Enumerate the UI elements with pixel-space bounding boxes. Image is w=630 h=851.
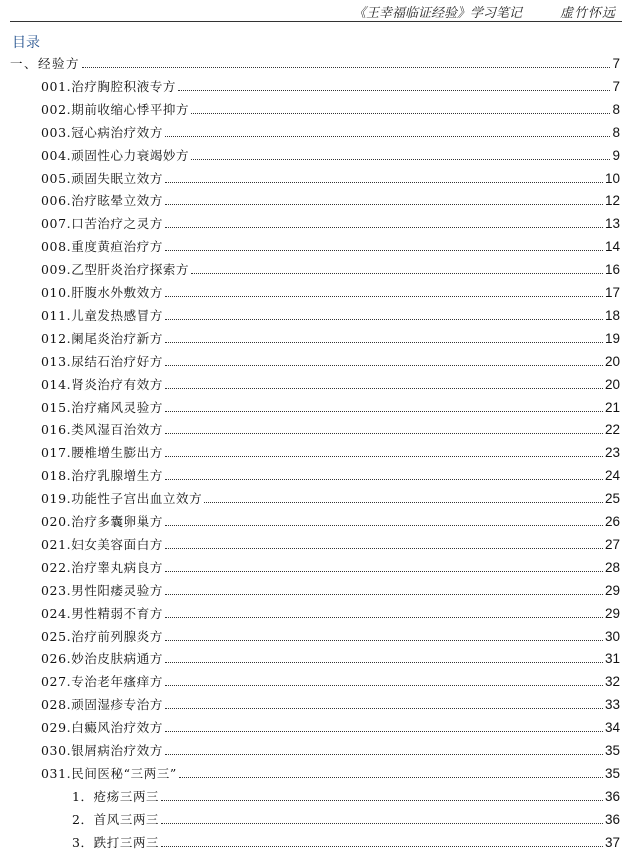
toc-entry-page-number: 24	[604, 468, 620, 484]
dot-leader	[165, 456, 603, 457]
toc-entry-label: 015.治疗痛风灵验方	[41, 399, 163, 415]
toc-entry[interactable]	[72, 785, 620, 805]
toc-entry[interactable]	[41, 670, 620, 690]
toc-entry-label: 030.银屑病治疗效方	[41, 743, 163, 758]
toc-entry-label: 008.重度黄疸治疗方	[41, 239, 163, 255]
dot-leader	[165, 640, 603, 641]
toc-entry[interactable]	[41, 464, 620, 484]
toc-entry[interactable]	[41, 579, 620, 599]
document-title: 《王幸福临证经验》学习笔记	[352, 6, 522, 21]
toc-entry[interactable]	[41, 350, 620, 370]
dot-leader	[165, 296, 603, 297]
dot-leader	[165, 433, 603, 434]
toc-entry[interactable]	[72, 808, 620, 828]
toc-entry[interactable]	[41, 189, 620, 209]
toc-entry-page-number: 22	[604, 422, 620, 438]
dot-leader	[204, 502, 603, 503]
toc-entry-label: 009.乙型肝炎治疗探索方	[41, 262, 190, 278]
toc-entry-page-number: 7	[612, 78, 620, 94]
toc-entry-label: 1．疮疡三两三	[72, 788, 160, 804]
toc-entry-label: 017.腰椎增生膨出方	[41, 445, 163, 461]
toc-entry-page-number: 26	[604, 514, 620, 529]
toc-entry-page-number: 21	[604, 399, 620, 415]
dot-leader	[165, 319, 603, 320]
toc-entry-page-number: 23	[604, 445, 620, 461]
toc-entry[interactable]	[41, 418, 620, 438]
dot-leader	[165, 662, 603, 663]
toc-entry-label: 020.治疗多囊卵巢方	[41, 514, 163, 529]
toc-entry-page-number: 36	[604, 811, 620, 827]
toc-entry-page-number: 17	[604, 285, 620, 300]
toc-entry-page-number: 9	[612, 147, 620, 163]
dot-leader	[165, 479, 603, 480]
dot-leader	[165, 342, 603, 343]
toc-entry-label: 003.冠心病治疗效方	[41, 124, 163, 140]
dot-leader	[165, 204, 603, 205]
toc-entry-page-number: 14	[604, 239, 620, 255]
toc-entry[interactable]	[41, 396, 620, 416]
toc-entry-page-number: 8	[612, 124, 620, 140]
dot-leader	[165, 754, 603, 755]
toc-entry-label: 029.白癜风治疗效方	[41, 720, 163, 736]
toc-entry-label: 025.治疗前列腺炎方	[41, 628, 163, 644]
toc-entry[interactable]	[41, 739, 620, 759]
toc-entry-page-number: 29	[604, 582, 620, 598]
toc-entry-page-number: 32	[604, 674, 620, 690]
toc-entry-label: 一、经验方	[10, 56, 81, 71]
toc-entry[interactable]	[72, 831, 620, 851]
toc-entry-label: 026.妙治皮肤病通方	[41, 651, 163, 667]
dot-leader	[165, 411, 603, 412]
toc-entry-label: 2．首风三两三	[72, 811, 160, 827]
dot-leader	[165, 708, 603, 709]
dot-leader	[165, 685, 603, 686]
dot-leader	[179, 777, 603, 778]
toc-entry-page-number: 30	[604, 628, 620, 644]
toc-entry-page-number: 18	[604, 307, 620, 323]
toc-entry-label: 022.治疗睾丸病良方	[41, 559, 163, 575]
toc-entry[interactable]	[41, 556, 620, 576]
dot-leader	[161, 800, 603, 801]
author-name: 虚竹怀远	[559, 6, 616, 21]
toc-entry-page-number: 19	[604, 330, 620, 346]
toc-entry[interactable]	[41, 510, 620, 530]
dot-leader	[82, 67, 610, 68]
dot-leader	[191, 159, 610, 160]
dot-leader	[165, 548, 603, 549]
toc-entry-page-number: 35	[604, 743, 620, 758]
toc-entry-label: 005.顽固失眠立效方	[41, 170, 163, 186]
toc-section-entry[interactable]	[10, 52, 620, 72]
toc-entry-label: 028.顽固湿疹专治方	[41, 697, 163, 713]
toc-entry[interactable]	[41, 716, 620, 736]
dot-leader	[161, 823, 603, 824]
toc-entry-label: 018.治疗乳腺增生方	[41, 468, 163, 484]
toc-entry[interactable]	[41, 144, 620, 164]
toc-entry-label: 001.治疗胸腔积液专方	[41, 78, 177, 94]
toc-entry[interactable]	[41, 235, 620, 255]
dot-leader	[165, 136, 611, 137]
toc-entry[interactable]	[41, 693, 620, 713]
toc-entry[interactable]	[41, 281, 620, 301]
toc-entry[interactable]	[41, 304, 620, 324]
dot-leader	[165, 571, 603, 572]
dot-leader	[165, 594, 603, 595]
toc-entry-label: 027.专治老年瘙痒方	[41, 674, 163, 690]
toc-entry[interactable]	[41, 441, 620, 461]
toc-entry-page-number: 27	[604, 536, 620, 552]
toc-entry[interactable]	[41, 533, 620, 553]
toc-entry[interactable]	[41, 487, 620, 507]
dot-leader	[191, 273, 603, 274]
page-header	[0, 0, 630, 22]
dot-leader	[165, 731, 603, 732]
toc-entry-label: 021.妇女美容面白方	[41, 536, 163, 552]
toc-entry[interactable]	[41, 647, 620, 667]
toc-entry[interactable]	[41, 625, 620, 645]
toc-entry-page-number: 12	[604, 193, 620, 209]
dot-leader	[165, 227, 603, 228]
toc-entry-page-number: 37	[604, 834, 620, 850]
dot-leader	[165, 525, 603, 526]
toc-entry-label: 024.男性精弱不育方	[41, 605, 163, 621]
toc-entry-label: 002.期前收缩心悸平抑方	[41, 101, 190, 117]
toc-entry-page-number: 33	[604, 697, 620, 713]
dot-leader	[165, 365, 603, 366]
toc-entry[interactable]	[41, 762, 620, 782]
toc-entry-page-number: 29	[604, 605, 620, 621]
toc-entry-label: 011.儿童发热感冒方	[41, 307, 163, 323]
header-rule	[10, 21, 622, 22]
toc-entry-label: 019.功能性子宫出血立效方	[41, 491, 203, 507]
toc-entry-label: 016.类风湿百治效方	[41, 422, 163, 438]
toc-entry[interactable]	[41, 258, 620, 278]
toc-entry-label: 006.治疗眩晕立效方	[41, 193, 163, 209]
toc-entry[interactable]	[41, 373, 620, 393]
dot-leader	[165, 388, 603, 389]
toc-entry[interactable]	[41, 167, 620, 187]
dot-leader	[191, 113, 610, 114]
toc-entry[interactable]	[41, 121, 620, 141]
toc-entry-label: 013.尿结石治疗好方	[41, 353, 163, 369]
toc-entry-label: 004.顽固性心力衰竭妙方	[41, 147, 190, 163]
toc-entry-page-number: 8	[612, 101, 620, 117]
toc-entry-page-number: 36	[604, 788, 620, 804]
dot-leader	[165, 250, 603, 251]
toc-entry-page-number: 34	[604, 720, 620, 736]
toc-entry-page-number: 10	[604, 170, 620, 186]
toc-entry-page-number: 31	[604, 651, 620, 667]
toc-entry-page-number: 20	[604, 353, 620, 369]
toc-entry[interactable]	[41, 98, 620, 118]
toc-entry-label: 014.肾炎治疗有效方	[41, 376, 163, 392]
toc-entry[interactable]	[41, 75, 620, 95]
dot-leader	[178, 90, 610, 91]
toc-entry[interactable]	[41, 602, 620, 622]
dot-leader	[165, 182, 603, 183]
toc-entry[interactable]	[41, 212, 620, 232]
toc-entry-page-number: 35	[604, 765, 620, 781]
toc-entry-label: 007.口苦治疗之灵方	[41, 216, 163, 232]
toc-entry-page-number: 25	[604, 491, 620, 507]
toc-entry-label: 010.肝腹水外敷效方	[41, 285, 163, 300]
toc-heading[interactable]: 目录	[12, 35, 40, 51]
toc-entry-label: 012.阑尾炎治疗新方	[41, 330, 163, 346]
dot-leader	[161, 846, 603, 847]
toc-entry-label: 023.男性阳痿灵验方	[41, 582, 163, 598]
toc-entry-page-number: 13	[604, 216, 620, 232]
toc-entry-page-number: 28	[604, 559, 620, 575]
toc-entry-label: 3．跌打三两三	[72, 834, 160, 850]
toc-entry[interactable]	[41, 327, 620, 347]
toc-entry-page-number: 16	[604, 262, 620, 278]
dot-leader	[165, 617, 603, 618]
toc-entry-label: 031.民间医秘“三两三”	[41, 765, 177, 781]
toc-entry-page-number: 7	[612, 56, 620, 71]
toc-entry-page-number: 20	[604, 376, 620, 392]
